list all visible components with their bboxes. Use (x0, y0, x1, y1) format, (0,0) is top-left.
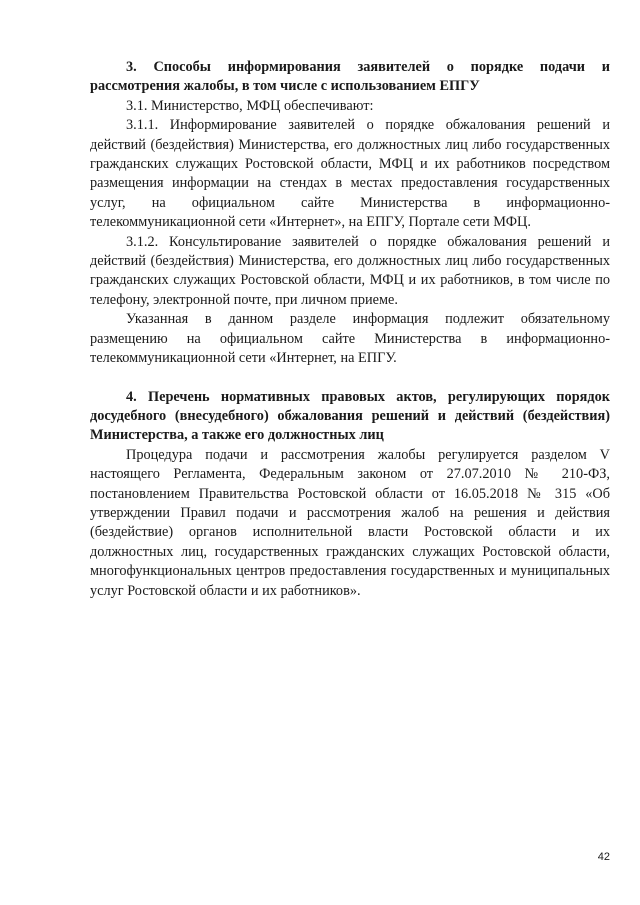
paragraph-3-1-1: 3.1.1. Информирование заявителей о порядке обжалования решений и действий (бездействия) Министерства, его должностных лиц либо государственных гражданских служащих Ростовской области, МФЦ и их работников посредством размещения информации на стендах в местах предоставления государственных услуг, на официальном сайте Министерства в информационно-телекоммуникационной сети «Интернет», на ЕПГУ, Портале сети МФЦ. (90, 117, 610, 231)
paragraph-3-1-2: 3.1.2. Консультирование заявителей о порядке обжалования решений и действий (бездействия) Министерства, его должностных лиц либо государственных гражданских служащих Ростовской области, МФЦ и их работников, в том числе по телефону, электронной почте, при личном приеме. (90, 233, 610, 308)
page-number: 42 (597, 851, 610, 863)
section-spacer (90, 369, 610, 388)
document-page (90, 58, 610, 601)
paragraph-4-1: Процедура подачи и рассмотрения жалобы регулируется разделом V настоящего Регламента, Федеральным законом от 27.07.2010 № 210-ФЗ, постановлением Правительства Ростовской области от 16.05.2018 № 315 «Об утверждении Правил подачи и рассмотрения жалоб на решения и действия (бездействие) органов исполнительной власти Ростовской области и их должностных лиц, государственных гражданских служащих Ростовской области, многофункциональных центров предоставления государственных и муниципальных услуг Ростовской области и их работников». (90, 446, 610, 599)
paragraph-note: Указанная в данном разделе информация подлежит обязательному размещению на официальном сайте Министерства в информационно-телекоммуникационной сети «Интернет, на ЕПГУ. (90, 311, 610, 367)
section-3-heading: 3. Способы информирования заявителей о порядке подачи и рассмотрения жалобы, в том числе с использованием ЕПГУ (90, 59, 610, 95)
paragraph-3-1: 3.1. Министерство, МФЦ обеспечивают: (126, 97, 374, 114)
section-4-heading: 4. Перечень нормативных правовых актов, регулирующих порядок досудебного (внесудебного) обжалования решений и действий (бездействия) Министерства, а также его должностных лиц (90, 388, 610, 444)
